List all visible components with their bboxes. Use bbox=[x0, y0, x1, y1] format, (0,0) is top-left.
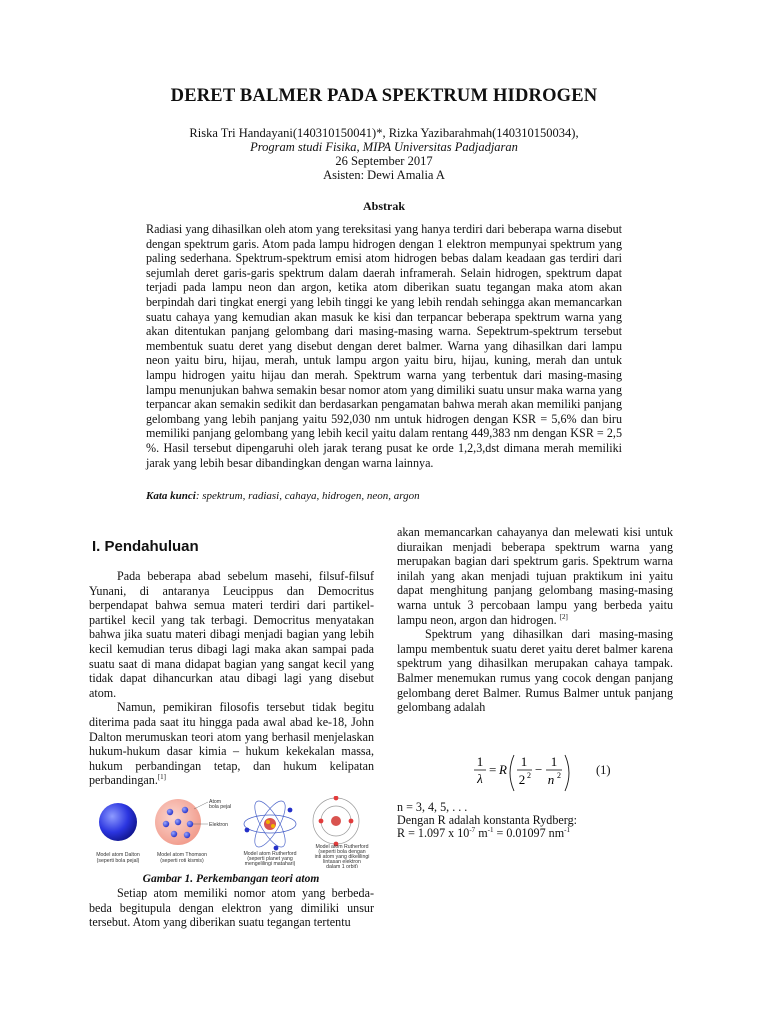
left-column-continued bbox=[89, 886, 374, 930]
rutherford-label-3: mengelilingi matahari) bbox=[244, 861, 296, 867]
equation-notes bbox=[397, 801, 673, 841]
rydberg-eq: = 0.01097 nm bbox=[493, 826, 565, 841]
section-heading-introduction: I. Pendahuluan bbox=[92, 538, 199, 555]
figure-caption: Gambar 1. Perkembangan teori atom bbox=[142, 873, 320, 885]
intro-paragraph-3: Setiap atom memiliki nomor atom yang berbeda-beda begitupula dengan elektron yang dimiliki unsur tersebut. Atom yang diberikan suatu tegangan tertentu bbox=[89, 886, 374, 930]
n-values: n = 3, 4, 5, . . . bbox=[397, 800, 468, 814]
thomson-atom-icon bbox=[155, 799, 208, 845]
assistant-line: Asisten: Dewi Amalia A bbox=[323, 168, 445, 182]
dalton-label: Model atom Dalton bbox=[96, 852, 140, 858]
rutherford-label-2: (seperti planet yang bbox=[247, 856, 293, 862]
thomson-atom-label: Atom bbox=[209, 799, 222, 805]
bohr-label-2: (seperti bola dengan bbox=[318, 849, 366, 855]
eq-r: R bbox=[499, 762, 507, 777]
keywords-text: : spektrum, radiasi, cahaya, hidrogen, neon, argon bbox=[195, 490, 420, 502]
abstract-heading: Abstrak bbox=[362, 199, 405, 213]
abstract-body: Radiasi yang dihasilkan oleh atom yang tereksitasi yang hanya terdiri dari beberapa warna disebut dengan spektrum garis. Atom pada lampu hidrogen dengan 1 elektron mempunyai spektrum yang paling sederhana. Spektrum-spektrum emisi atom hidrogen bebas dalam keadaan gas terdiri dari sejumlah deret garis-garis spektrum dalam daerah inframerah. Selain hidrogen, spektrum dapat terjadi pada lampu neon dan argon, ketika atom diberikan suatu tegangan maka atom akan berpindah dari tingkat energi yang lebih tinggi ke yang lebih rendah sehingga akan memancarkan suatu cahaya yang kemudian akan masuk ke kisi dan terpancar beberapa spektrum warna yang akan ditentukan panjang gelombang dari masing-masing warna. Sepektrum-spektrum tersebut membentuk suatu deret yang disebut dengan deret balmer. Warna yang dihasilkan dari lampu neon yaitu biru, hijau, merah, untuk lampu argon yaitu biru, hijau, kuning, merah dan untuk lampu hidrogen yaitu hijau dan merah. Spektrum warna yang terbentuk dari masing-masing lampu menunjukan bahwa semakin besar nomor atom yang dimiliki suatu unsur maka warna yang terpancar akan semakin sedikit dan berdasarkan pengamatan bahwa merah akan memiliki panjang gelombang yang lebih panjang yaitu 592,030 nm untuk hidrogen dengan KSR = 5,6% dan biru memiliki panjang gelombang yang lebih kecil yaitu dalam rentang 449,383 nm dengan KSR = 2,5 %. Hasil tersebut dipengaruhi oleh jarak terang pusat ke orde 1,2,3,dst dimana merah memiliki jarak yang lebih besar dibandingkan dengan warna lainnya. bbox=[146, 222, 622, 470]
intro-paragraph-4-text: akan memancarkan cahayanya dan melewati kisi untuk diuraikan menjadi beberapa spektrum warna yang merupakan bagian dari spektrum garis. Spektrum warna inilah yang akan menjadi tujuan praktikum ini yaitu dapat menghitung panjang gelombang masing-masing warna untuk 3 percobaan lampu yang berbeda yaitu lampu neon, argon dan hidrogen. bbox=[397, 525, 673, 627]
equation-number: (1) bbox=[596, 763, 611, 777]
bohr-label-3: inti atom yang dikelilingi bbox=[314, 854, 370, 860]
thomson-electron-label: Elektron bbox=[209, 822, 229, 828]
rutherford-label: Model atom Rutherford bbox=[243, 851, 297, 857]
reference-1: [1] bbox=[157, 773, 167, 782]
eq-two-exponent: 2 bbox=[527, 771, 531, 780]
balmer-equation bbox=[472, 752, 672, 794]
rydberg-value-text: R = 1.097 x 10 bbox=[397, 826, 470, 841]
thomson-label: Model atom Thomson bbox=[156, 852, 208, 858]
program-line: Program studi Fisika, MIPA Universitas Padjadjaran bbox=[250, 140, 518, 154]
eq-numerator-1: 1 bbox=[476, 754, 484, 769]
rutherford-atom-icon bbox=[244, 797, 296, 851]
eq-n: n bbox=[547, 772, 555, 787]
paper-title: DERET BALMER PADA SPEKTRUM HIDROGEN bbox=[170, 86, 598, 106]
rydberg-intro: Dengan R adalah konstanta Rydberg: bbox=[397, 813, 577, 828]
eq-lambda: λ bbox=[477, 771, 483, 786]
right-column bbox=[397, 525, 673, 715]
keywords-line bbox=[146, 490, 622, 502]
dalton-label-2: (seperti bola pejal) bbox=[96, 858, 140, 864]
eq-n-exponent: 2 bbox=[557, 771, 561, 780]
atom-models-figure bbox=[90, 796, 372, 868]
eq-numerator-2: 1 bbox=[520, 754, 528, 769]
intro-paragraph-2-text: Namun, pemikiran filosofis tersebut tidak begitu diterima pada saat itu hingga pada awal abad ke-18, John Dalton merumuskan teori atom yang berhasil menjelaskan hukum-hukum dasar kimia – hukum kekekalan massa, hukum perbandingan tetap, dan hukum kelipatan perbandingan. bbox=[89, 700, 374, 788]
thomson-atom-label-2: bola pejal bbox=[209, 804, 232, 810]
bohr-atom-icon bbox=[313, 796, 359, 846]
eq-numerator-3: 1 bbox=[550, 754, 558, 769]
bohr-label: Model atom Rutherford bbox=[315, 844, 369, 850]
date-line: 26 September 2017 bbox=[335, 154, 433, 168]
intro-paragraph-2 bbox=[89, 700, 374, 788]
rydberg-exp-2: -1 bbox=[487, 826, 494, 835]
left-column bbox=[89, 569, 374, 788]
keywords-label: Kata kunci bbox=[146, 490, 196, 502]
intro-paragraph-1: Pada beberapa abad sebelum masehi, filsuf-filsuf Yunani, di antaranya Leucippus dan Democritus berpendapat bahwa semua materi terdiri dari partikel-partikel kecil yang tak terbagi. Democritus menyatakan bahwa jika suatu materi dibagi menjadi bagian yang lebih kecil kemudian terus dibagi lagi maka akan sampai pada suatu saat di mana didapat bagian yang sangat kecil yang tidak dapat dihancurkan atau dibagi lagi yang disebut atom. bbox=[89, 569, 374, 700]
intro-paragraph-4 bbox=[397, 525, 673, 627]
dalton-atom-icon bbox=[99, 803, 137, 841]
rydberg-unit-1: m bbox=[475, 826, 488, 841]
rydberg-exp-3: -1 bbox=[564, 826, 570, 835]
intro-paragraph-5: Spektrum yang dihasilkan dari masing-masing lampu membentuk suatu deret yaitu deret balmer karena spektrum yang dihasilkan merupakan cahaya tampak. Balmer menemukan rumus yang cocok dengan panjang gelombang deret Balmer. Rumus Balmer untuk panjang gelombang adalah bbox=[397, 627, 673, 715]
bohr-label-5: dalam 1 orbit) bbox=[326, 864, 358, 868]
bohr-label-4: lintasan elektron bbox=[323, 859, 361, 865]
eq-two: 2 bbox=[518, 772, 526, 787]
authors-line: Riska Tri Handayani(140310150041)*, Rizka Yazibarahmah(140310150034), bbox=[189, 126, 579, 140]
reference-2: [2] bbox=[559, 612, 568, 621]
thomson-label-2: (seperti roti kismis) bbox=[160, 858, 204, 864]
rydberg-exp-1: -7 bbox=[469, 826, 476, 835]
rydberg-value bbox=[397, 827, 673, 840]
eq-equals: = bbox=[489, 762, 497, 777]
eq-minus: − bbox=[535, 762, 543, 777]
